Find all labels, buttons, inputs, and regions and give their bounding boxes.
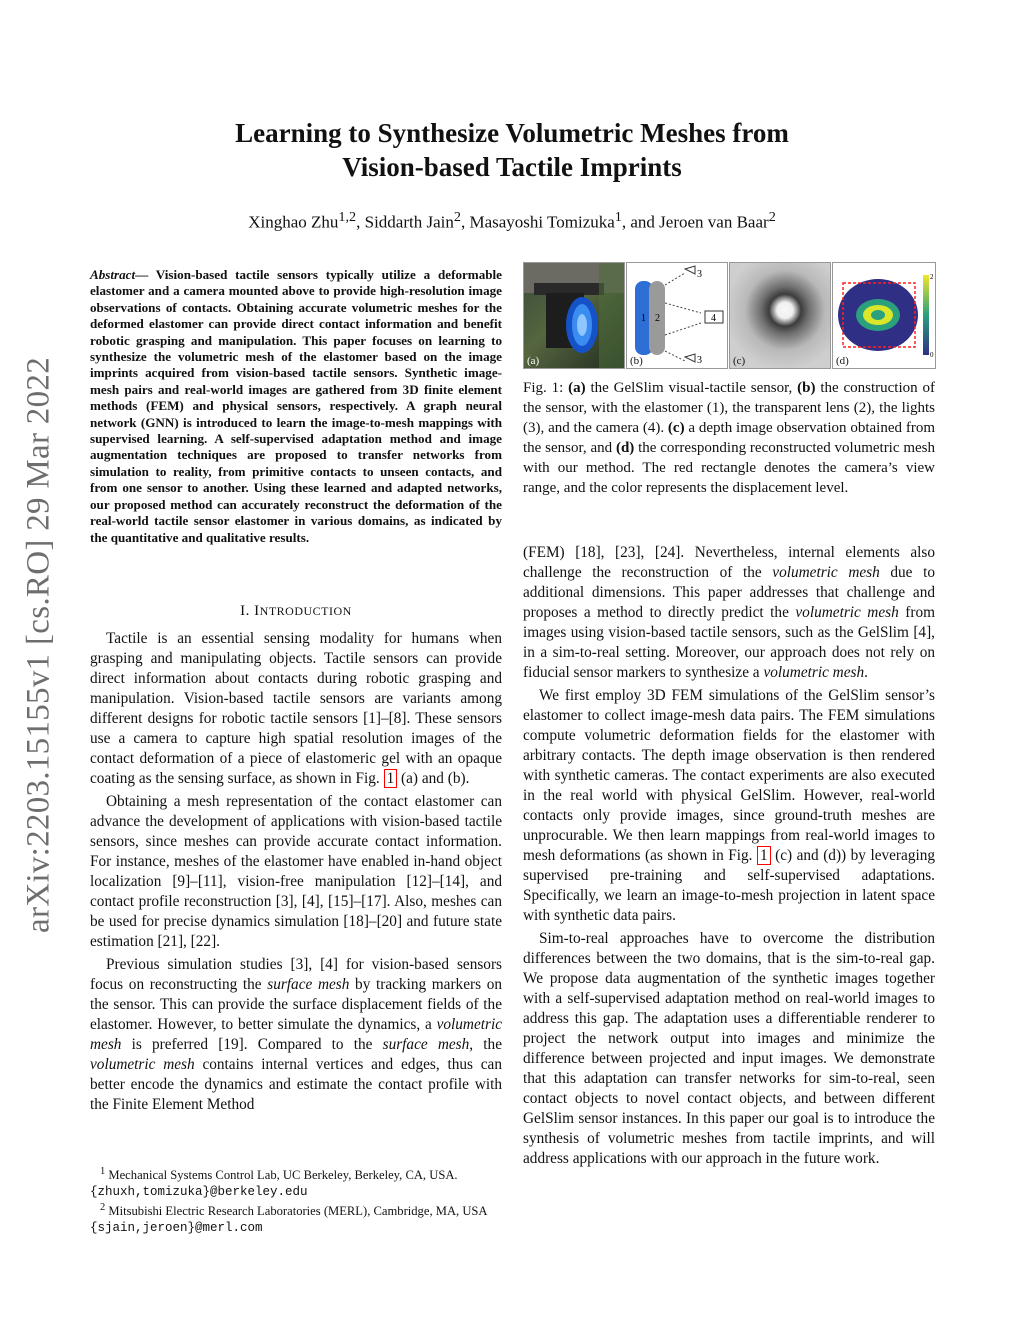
footnote-1 [90, 1164, 502, 1200]
abstract-text: — Vision-based tactile sensors typically utilize a deformable elastomer and a camera mounted above to provide high-resolution image observations of contacts. Obtaining accurate volumetric meshes for the deformed elastomer can provide direct contact information and benefit robotic grasping and manipulation. This paper focuses on learning to synthesize the volumetric mesh of the elastomer based on the image imprints acquired from vision-based tactile sensors. Synthetic image-mesh pairs and real-world images are gathered from 3D finite element methods (FEM) and physical sensors, respectively. A graph neural network (GNN) is introduced to learn the image-to-mesh mappings with supervised learning. A self-supervised adaptation method and image augmentation techniques are proposed to transfer networks from simulation to reality, from primitive contacts to unseen contacts, and from one sensor to another. Using these learned and adapted networks, our proposed method can accurately reconstruct the deformation of the real-world tactile sensor elastomer in various domains, as indicated by the quantitative and qualitative results. [90, 267, 502, 545]
arxiv-identifier: arXiv:2203.15155v1 [cs.RO] 29 Mar 2022 [20, 357, 57, 933]
gelslim-photo [524, 263, 624, 368]
text-run: (c) and (d)) by leveraging supervised pre-training and self-supervised adaptations. Specifically, we learn an image-to-mesh projection in latent space with synthetic data pairs. [523, 847, 936, 924]
section-cap-letter: I [254, 603, 260, 619]
caption-text: the construction of the sensor, with the elastomer (1), the transparent lens (2), the lights (3), and the camera (4). [523, 380, 935, 436]
footnotes [90, 1164, 502, 1236]
text-run: due to additional dimensions. This paper addresses that challenge and proposes a method to directly predict the [523, 564, 935, 621]
text-run: contains internal vertices and edges, thus can better encode the dynamics and estimate the contact profile with the Finite Element Method [90, 1056, 502, 1113]
figure-panel-a [523, 262, 625, 369]
emphasis: volumetric mesh [795, 604, 899, 621]
text-run: (a) and (b). [397, 770, 470, 787]
caption-text: the GelSlim visual-tactile sensor, [585, 380, 798, 396]
right-paragraph-1 [523, 543, 935, 683]
footnote-mark: 1 [100, 1166, 106, 1177]
caption-text: the corresponding reconstructed volumetric mesh with our method. The red rectangle denotes the camera’s view range, and the color represents the displacement level. [523, 440, 935, 496]
text-run: Previous simulation studies [3], [4] for vision-based sensors focus on reconstructing the [90, 956, 502, 993]
caption-tag: (c) [667, 420, 685, 436]
figure-1-caption [523, 378, 935, 498]
emphasis: volumetric mesh [90, 1016, 502, 1053]
text-run: by tracking markers on the sensor. This can provide the surface displacement fields of the elastomer. However, to better simulate the dynamics, a [90, 976, 502, 1033]
panel-label-c: (c) [733, 355, 746, 367]
author-4-affil: 2 [768, 209, 776, 225]
paper-title [120, 116, 904, 184]
section-heading-introduction [90, 603, 502, 620]
emphasis: surface mesh [382, 1036, 470, 1053]
caption-text: a depth image observation obtained from the sensor, and [523, 420, 935, 456]
diagram-label-2: 2 [655, 313, 660, 324]
author-3-affil: 1 [614, 209, 622, 225]
abstract-label: Abstract [90, 267, 136, 282]
figure-panel-c [729, 262, 831, 369]
text-run: Tactile is an essential sensing modality for humans when grasping and manipulating objects. Tactile sensors can provide direct information about contacts during robotic grasping and manipulation. Vision-based tactile sensors are variants among different designs for robotic tactile sensors [1]–[8]. These sensors use a camera to capture high spatial resolution images of the contact deformation of a piece of elastomeric gel with an opaque coating as the sensing surface, as shown in Fig. [90, 630, 502, 787]
caption-prefix: Fig. 1: [523, 380, 569, 396]
diagram-label-3a: 3 [697, 269, 702, 280]
emphasis: volumetric mesh [772, 564, 880, 581]
footnote-email: {zhuxh,tomizuka}@berkeley.edu [90, 1185, 308, 1200]
colorbar-max: 2 [930, 273, 934, 281]
text-run: from images using vision-based tactile sensors, such as the GelSlim [4], in a sim-to-real setting. Moreover, our approach does not rely on fiducial sensor markers to synthesize a [523, 604, 936, 681]
footnote-2 [90, 1200, 502, 1236]
author-3: , Masayoshi Tomizuka [460, 212, 615, 232]
text-run: is preferred [19]. Compared to the [121, 1036, 383, 1053]
figure-1 [523, 262, 943, 367]
author-1: Xinghao Zhu [248, 212, 339, 232]
mesh-displacement-plot [833, 263, 935, 368]
footnote-text: Mitsubishi Electric Research Laboratories (MERL), Cambridge, MA, USA [105, 1204, 487, 1219]
caption-tag: (b) [797, 380, 816, 396]
figure-panel-b [626, 262, 728, 369]
intro-paragraph-1 [90, 629, 502, 789]
abstract [90, 267, 502, 546]
section-small-caps: NTRODUCTION [259, 604, 352, 618]
right-column-body [523, 543, 935, 1169]
text-run: (FEM) [18], [23], [24]. Nevertheless, internal elements also challenge the reconstruction of the [523, 544, 935, 581]
author-4: , and Jeroen van Baar [621, 212, 769, 232]
author-2-affil: 2 [453, 209, 461, 225]
emphasis: surface mesh [267, 976, 350, 993]
title-line-1: Learning to Synthesize Volumetric Meshes from [235, 118, 789, 148]
footnote-mark: 2 [100, 1202, 106, 1214]
diagram-label-3b: 3 [697, 355, 702, 366]
left-column-body [90, 629, 502, 1115]
panel-label-b: (b) [630, 355, 643, 367]
text-run: . [864, 664, 868, 681]
sensor-construction-diagram [627, 263, 727, 368]
panel-label-d: (d) [836, 355, 849, 367]
caption-tag: (a) [568, 380, 586, 396]
author-1-affil: 1,2 [338, 209, 357, 225]
emphasis: volumetric mesh [763, 664, 865, 681]
colorbar-min: 0 [930, 351, 934, 359]
panel-label-a: (a) [527, 355, 540, 367]
intro-paragraph-2: Obtaining a mesh representation of the contact elastomer can advance the development of applications with vision-based tactile sensors, since meshes can provide accurate contact information. For instance, meshes of the elastomer have enabled in-hand object localization [9]–[11], vision-free manipulation [12]–[14], and contact profile reconstruction [3], [4], [15]–[17]. Also, meshes can be used for precise dynamics simulation [18]–[20] and future state estimation [21], [22]. [90, 793, 502, 950]
text-run: We first employ 3D FEM simulations of the GelSlim sensor’s elastomer to collect image-mesh data pairs. The FEM simulations compute volumetric deformation fields for the elastomer with arbitrary contacts. The depth image observation is then rendered with synthetic cameras. The contact experiments are also executed in the real world with physical GelSlim. However, real-world contacts only provide images, since ground-truth meshes are unprocurable. We then learn mappings from real-world images to mesh deformations (as shown in Fig. [523, 687, 935, 864]
caption-tag: (d) [615, 440, 635, 456]
intro-paragraph-3 [90, 955, 502, 1115]
right-paragraph-3: Sim-to-real approaches have to overcome the distribution differences between the two domains, that is the sim-to-real gap. We propose data augmentation of the synthetic images together with a self-supervised adaptation method on real-world images to address this gap. The adaptation uses a differentiable renderer to project the network output into images and minimize the difference between projected and input images. We demonstrate that this adaptation can transfer networks for sim-to-real, seen contact objects to novel contact objects, and between different GelSlim sensor instances. In this paper our goal is to introduce the synthesis of volumetric meshes from tactile imprints, and will address applications with our approach in the future work. [523, 930, 935, 1167]
footnote-email: {sjain,jeroen}@merl.com [90, 1221, 263, 1236]
emphasis: volumetric mesh [90, 1056, 195, 1073]
figure-panel-d [832, 262, 936, 369]
author-2: , Siddarth Jain [356, 212, 454, 232]
diagram-label-1: 1 [641, 313, 646, 324]
right-paragraph-2 [523, 686, 935, 926]
text-run: , the [469, 1036, 502, 1053]
diagram-label-4: 4 [711, 313, 716, 324]
title-line-2: Vision-based Tactile Imprints [342, 152, 682, 182]
section-numeral: I. [240, 603, 255, 619]
author-list [120, 209, 904, 233]
footnote-text: Mechanical Systems Control Lab, UC Berkeley, Berkeley, CA, USA. [105, 1168, 458, 1183]
figure-ref-link[interactable]: 1 [384, 769, 398, 788]
figure-ref-link[interactable]: 1 [757, 846, 771, 865]
arxiv-sidebar [14, 340, 64, 950]
